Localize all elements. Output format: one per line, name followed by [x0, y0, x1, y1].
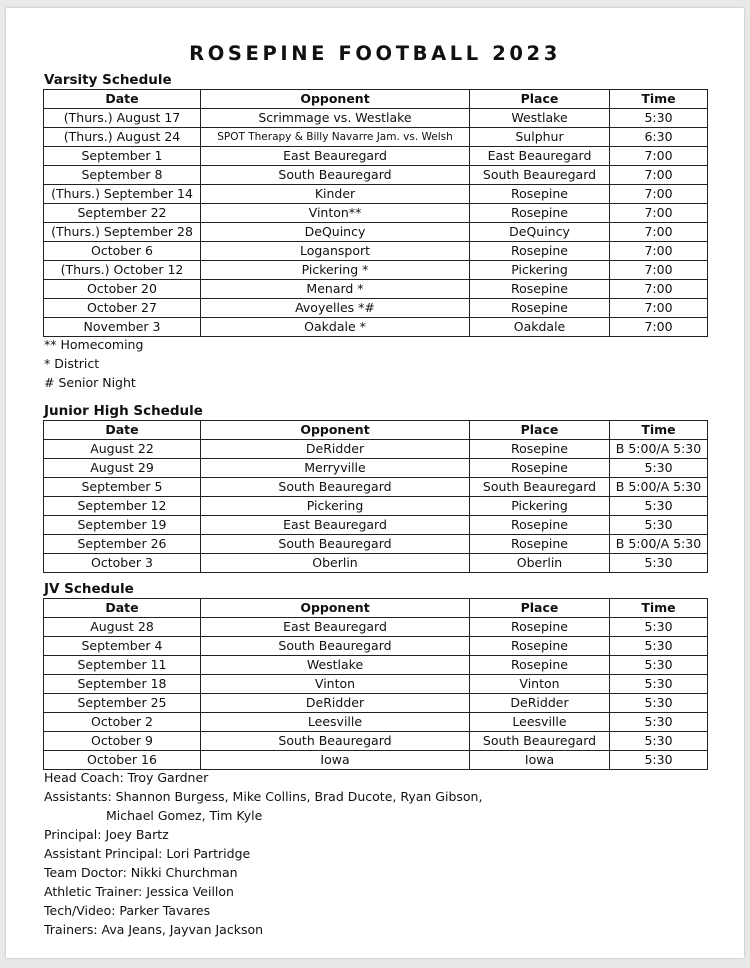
trainers: Trainers: Ava Jeans, Jayvan Jackson — [44, 922, 264, 937]
time-cell: 7:00 — [610, 147, 708, 166]
note-senior-night: # Senior Night — [44, 375, 136, 390]
date-cell: August 22 — [44, 440, 201, 459]
table-row — [44, 618, 708, 637]
opponent-header: Opponent — [201, 599, 470, 618]
place-cell: Rosepine — [470, 637, 610, 656]
time-cell: 5:30 — [610, 675, 708, 694]
table-row — [44, 713, 708, 732]
table-row — [44, 318, 708, 337]
table-row — [44, 637, 708, 656]
opponent-cell: South Beauregard — [201, 732, 470, 751]
place-cell: Oberlin — [470, 554, 610, 573]
time-cell: 5:30 — [610, 713, 708, 732]
date-cell: October 16 — [44, 751, 201, 770]
place-cell: Leesville — [470, 713, 610, 732]
table-header-row — [44, 90, 708, 109]
opponent-cell: Merryville — [201, 459, 470, 478]
opponent-cell: Oberlin — [201, 554, 470, 573]
time-cell: 7:00 — [610, 185, 708, 204]
place-cell: Rosepine — [470, 440, 610, 459]
principal: Principal: Joey Bartz — [44, 827, 169, 842]
place-cell: Rosepine — [470, 516, 610, 535]
table-row — [44, 242, 708, 261]
place-cell: South Beauregard — [470, 166, 610, 185]
date-header: Date — [44, 599, 201, 618]
opponent-cell: South Beauregard — [201, 478, 470, 497]
date-cell: October 3 — [44, 554, 201, 573]
table-row — [44, 440, 708, 459]
team-doctor: Team Doctor: Nikki Churchman — [44, 865, 238, 880]
place-header: Place — [470, 421, 610, 440]
time-cell: 5:30 — [610, 618, 708, 637]
time-cell: 5:30 — [610, 516, 708, 535]
time-cell: B 5:00/A 5:30 — [610, 535, 708, 554]
time-cell: 5:30 — [610, 656, 708, 675]
time-cell: B 5:00/A 5:30 — [610, 440, 708, 459]
date-cell: (Thurs.) September 28 — [44, 223, 201, 242]
table-row — [44, 675, 708, 694]
date-cell: September 8 — [44, 166, 201, 185]
time-cell: B 5:00/A 5:30 — [610, 478, 708, 497]
time-cell: 7:00 — [610, 223, 708, 242]
place-cell: Rosepine — [470, 535, 610, 554]
table-row — [44, 516, 708, 535]
date-cell: (Thurs.) August 17 — [44, 109, 201, 128]
table-row — [44, 535, 708, 554]
opponent-cell: Iowa — [201, 751, 470, 770]
head-coach: Head Coach: Troy Gardner — [44, 770, 209, 785]
time-header: Time — [610, 90, 708, 109]
varsity-notes — [44, 335, 143, 392]
table-row — [44, 478, 708, 497]
place-cell: Rosepine — [470, 459, 610, 478]
time-cell: 5:30 — [610, 751, 708, 770]
table-row — [44, 694, 708, 713]
time-cell: 7:00 — [610, 242, 708, 261]
place-cell: South Beauregard — [470, 478, 610, 497]
date-cell: October 6 — [44, 242, 201, 261]
time-cell: 7:00 — [610, 204, 708, 223]
staff-list — [44, 768, 482, 939]
time-cell: 6:30 — [610, 128, 708, 147]
opponent-header: Opponent — [201, 421, 470, 440]
time-cell: 5:30 — [610, 459, 708, 478]
date-cell: October 9 — [44, 732, 201, 751]
tech-video: Tech/Video: Parker Tavares — [44, 903, 211, 918]
opponent-cell: Vinton** — [201, 204, 470, 223]
place-cell: Westlake — [470, 109, 610, 128]
date-cell: (Thurs.) August 24 — [44, 128, 201, 147]
table-row — [44, 223, 708, 242]
table-row — [44, 204, 708, 223]
table-row — [44, 732, 708, 751]
place-cell: Oakdale — [470, 318, 610, 337]
opponent-cell: Menard * — [201, 280, 470, 299]
place-cell: Rosepine — [470, 204, 610, 223]
varsity-schedule-table — [43, 89, 708, 337]
junior-high-schedule-table — [43, 420, 708, 573]
place-cell: DeRidder — [470, 694, 610, 713]
opponent-cell: DeRidder — [201, 440, 470, 459]
varsity-schedule-title: Varsity Schedule — [44, 72, 172, 88]
date-cell: September 26 — [44, 535, 201, 554]
date-cell: August 29 — [44, 459, 201, 478]
date-cell: November 3 — [44, 318, 201, 337]
place-header: Place — [470, 599, 610, 618]
assistants-continued: Michael Gomez, Tim Kyle — [106, 808, 263, 823]
opponent-cell: SPOT Therapy & Billy Navarre Jam. vs. Welsh — [201, 128, 470, 147]
opponent-cell: East Beauregard — [201, 516, 470, 535]
jv-schedule-table — [43, 598, 708, 770]
place-cell: Rosepine — [470, 185, 610, 204]
opponent-cell: Avoyelles *# — [201, 299, 470, 318]
opponent-cell: Logansport — [201, 242, 470, 261]
table-row — [44, 185, 708, 204]
opponent-cell: East Beauregard — [201, 618, 470, 637]
place-cell: Rosepine — [470, 618, 610, 637]
opponent-cell: Vinton — [201, 675, 470, 694]
opponent-cell: Westlake — [201, 656, 470, 675]
table-row — [44, 128, 708, 147]
table-row — [44, 261, 708, 280]
table-row — [44, 497, 708, 516]
date-cell: September 4 — [44, 637, 201, 656]
place-cell: Rosepine — [470, 656, 610, 675]
opponent-cell: South Beauregard — [201, 637, 470, 656]
place-cell: South Beauregard — [470, 732, 610, 751]
opponent-cell: Leesville — [201, 713, 470, 732]
assistant-principal: Assistant Principal: Lori Partridge — [44, 846, 251, 861]
note-homecoming: ** Homecoming — [44, 337, 144, 352]
date-cell: August 28 — [44, 618, 201, 637]
jv-schedule-title: JV Schedule — [44, 581, 134, 597]
date-cell: October 20 — [44, 280, 201, 299]
place-cell: Iowa — [470, 751, 610, 770]
opponent-cell: East Beauregard — [201, 147, 470, 166]
place-cell: Pickering — [470, 261, 610, 280]
date-cell: September 19 — [44, 516, 201, 535]
table-row — [44, 656, 708, 675]
time-cell: 7:00 — [610, 318, 708, 337]
opponent-cell: Scrimmage vs. Westlake — [201, 109, 470, 128]
opponent-cell: Pickering * — [201, 261, 470, 280]
junior-high-schedule-title: Junior High Schedule — [44, 403, 203, 419]
time-header: Time — [610, 421, 708, 440]
date-cell: September 18 — [44, 675, 201, 694]
place-cell: Pickering — [470, 497, 610, 516]
opponent-cell: Kinder — [201, 185, 470, 204]
time-cell: 7:00 — [610, 280, 708, 299]
table-row — [44, 554, 708, 573]
time-cell: 5:30 — [610, 109, 708, 128]
date-cell: September 25 — [44, 694, 201, 713]
opponent-cell: South Beauregard — [201, 166, 470, 185]
opponent-cell: DeRidder — [201, 694, 470, 713]
place-cell: DeQuincy — [470, 223, 610, 242]
date-cell: September 12 — [44, 497, 201, 516]
table-row — [44, 109, 708, 128]
date-cell: September 5 — [44, 478, 201, 497]
time-cell: 5:30 — [610, 637, 708, 656]
date-cell: September 11 — [44, 656, 201, 675]
date-cell: October 27 — [44, 299, 201, 318]
place-cell: Rosepine — [470, 280, 610, 299]
date-cell: September 22 — [44, 204, 201, 223]
place-cell: East Beauregard — [470, 147, 610, 166]
table-row — [44, 299, 708, 318]
date-header: Date — [44, 90, 201, 109]
date-cell: September 1 — [44, 147, 201, 166]
time-cell: 7:00 — [610, 261, 708, 280]
time-cell: 5:30 — [610, 497, 708, 516]
table-row — [44, 280, 708, 299]
page-title: ROSEPINE FOOTBALL 2023 — [189, 42, 561, 65]
opponent-cell: Pickering — [201, 497, 470, 516]
date-cell: (Thurs.) October 12 — [44, 261, 201, 280]
time-cell: 7:00 — [610, 299, 708, 318]
time-cell: 5:30 — [610, 554, 708, 573]
opponent-cell: DeQuincy — [201, 223, 470, 242]
table-row — [44, 147, 708, 166]
table-row — [44, 166, 708, 185]
table-row — [44, 751, 708, 770]
time-cell: 5:30 — [610, 694, 708, 713]
time-cell: 7:00 — [610, 166, 708, 185]
place-cell: Vinton — [470, 675, 610, 694]
place-cell: Rosepine — [470, 299, 610, 318]
opponent-cell: Oakdale * — [201, 318, 470, 337]
athletic-trainer: Athletic Trainer: Jessica Veillon — [44, 884, 234, 899]
note-district: * District — [44, 356, 100, 371]
time-cell: 5:30 — [610, 732, 708, 751]
date-header: Date — [44, 421, 201, 440]
date-cell: October 2 — [44, 713, 201, 732]
opponent-cell: South Beauregard — [201, 535, 470, 554]
table-row — [44, 459, 708, 478]
table-header-row — [44, 421, 708, 440]
place-cell: Sulphur — [470, 128, 610, 147]
date-cell: (Thurs.) September 14 — [44, 185, 201, 204]
assistants: Assistants: Shannon Burgess, Mike Collins, Brad Ducote, Ryan Gibson, — [44, 789, 483, 804]
opponent-header: Opponent — [201, 90, 470, 109]
time-header: Time — [610, 599, 708, 618]
place-cell: Rosepine — [470, 242, 610, 261]
place-header: Place — [470, 90, 610, 109]
table-header-row — [44, 599, 708, 618]
